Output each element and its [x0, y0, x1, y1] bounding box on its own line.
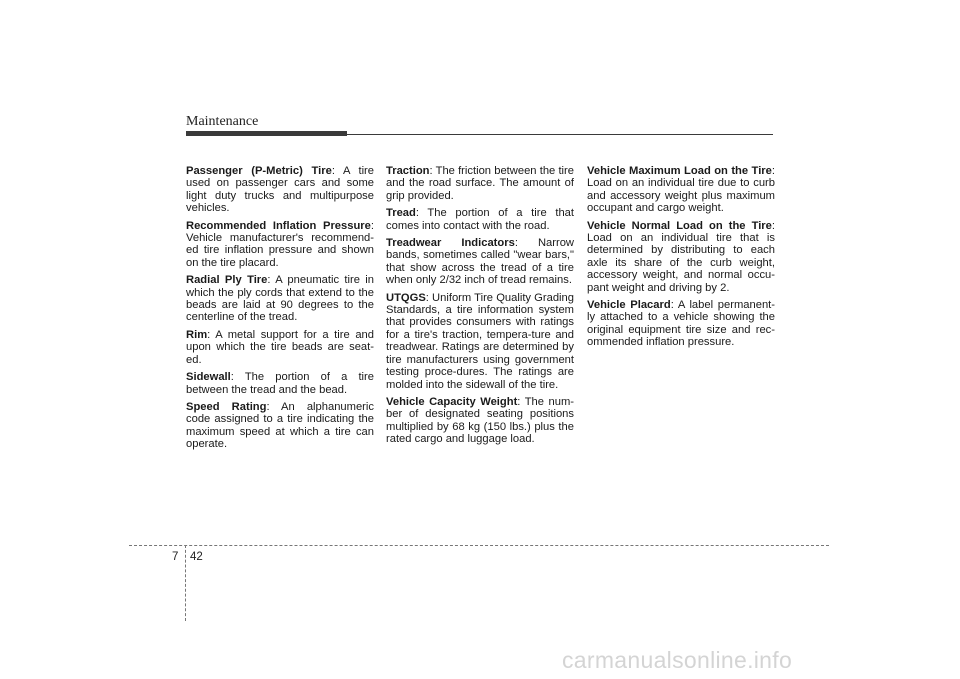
glossary-term: Traction [386, 165, 430, 177]
watermark: carmanualsonline.info [562, 647, 793, 673]
glossary-term: Sidewall [186, 371, 231, 384]
section-title: Maintenance [186, 114, 259, 129]
glossary-definition: : A tire used on passenger cars and some light duty trucks and multipurpose vehicles. [186, 165, 374, 215]
glossary-entry [386, 237, 574, 287]
text-column-2 [386, 165, 574, 451]
header-rule-thick [186, 131, 347, 136]
glossary-entry [186, 220, 374, 270]
glossary-definition: : Vehicle manufacturer's recommend-ed tire inflation pressure and shown on the tire placard. [186, 219, 374, 269]
glossary-entry [386, 207, 574, 232]
header-rule-thin [347, 134, 773, 135]
glossary-definition: : Narrow bands, sometimes called "wear bars," that show across the tread of a tire when only 2/32 inch of tread remains. [386, 237, 574, 287]
glossary-definition: : The portion of a tire that comes into contact with the road. [386, 207, 574, 232]
glossary-entry [587, 165, 775, 215]
glossary-term: Vehicle Capacity Weight [386, 395, 518, 408]
glossary-entry [186, 401, 374, 451]
glossary-term: Radial Ply Tire [186, 274, 268, 287]
glossary-term: Vehicle Normal Load on the Tire [587, 219, 772, 232]
glossary-entry [186, 329, 374, 366]
glossary-definition: : The num-ber of designated seating positions multiplied by 68 kg (150 lbs.) plus the rated cargo and luggage load. [386, 395, 574, 446]
glossary-definition: : A metal support for a tire and upon which the tire beads are seat-ed. [186, 328, 374, 366]
glossary-definition: : Load on an individual tire due to curb and accessory weight plus maximum occupant and cargo weight. [587, 165, 775, 215]
glossary-term: UTQGS [386, 291, 426, 304]
footer-divider [129, 545, 829, 546]
text-column-1 [186, 165, 374, 456]
chapter-number: 7 [172, 551, 179, 563]
glossary-entry [587, 299, 775, 349]
text-column-3 [587, 165, 775, 354]
glossary-term: Speed Rating [186, 400, 267, 413]
glossary-definition: : Uniform Tire Quality Grading Standards, a tire information system that provides consumers with ratings for a tire's traction, tempera-ture and treadwear. Ratings are determined by tire manufacturers using government testing proce-dures. The ratings are molded into the sidewall of the tire. [386, 291, 574, 391]
footer-vertical-divider [185, 545, 186, 621]
glossary-entry [386, 165, 574, 202]
glossary-term: Vehicle Maximum Load on the Tire [587, 165, 772, 177]
page-number: 42 [190, 551, 203, 563]
glossary-definition: : A label permanent-ly attached to a vehicle showing the original equipment tire size and rec-ommended inflation pressure. [587, 299, 776, 349]
glossary-definition: : The friction between the tire and the road surface. The amount of grip provided. [386, 165, 574, 202]
glossary-entry [587, 220, 775, 294]
glossary-entry [186, 274, 374, 324]
glossary-definition: : The portion of a tire between the tread and the bead. [186, 371, 374, 396]
glossary-term: Rim [186, 328, 208, 341]
glossary-term: Treadwear Indicators [386, 237, 515, 250]
glossary-entry [386, 292, 574, 391]
glossary-definition: : Load on an individual tire that is determined by distributing to each axle its share of the curb weight, accessory weight, and normal occu-pant weight and driving by 2. [587, 219, 775, 294]
glossary-entry [386, 396, 574, 446]
glossary-entry [186, 165, 374, 215]
glossary-entry [186, 371, 374, 396]
glossary-term: Tread [386, 207, 416, 220]
glossary-term: Recommended Inflation Pressure [186, 219, 371, 232]
glossary-definition: : A pneumatic tire in which the ply cords that extend to the beads are laid at 90 degrees to the centerline of the tread. [186, 274, 374, 324]
glossary-term: Passenger (P-Metric) Tire [186, 165, 332, 177]
glossary-term: Vehicle Placard [587, 299, 671, 312]
glossary-definition: : An alphanumeric code assigned to a tire indicating the maximum speed at which a tire can operate. [186, 400, 374, 451]
